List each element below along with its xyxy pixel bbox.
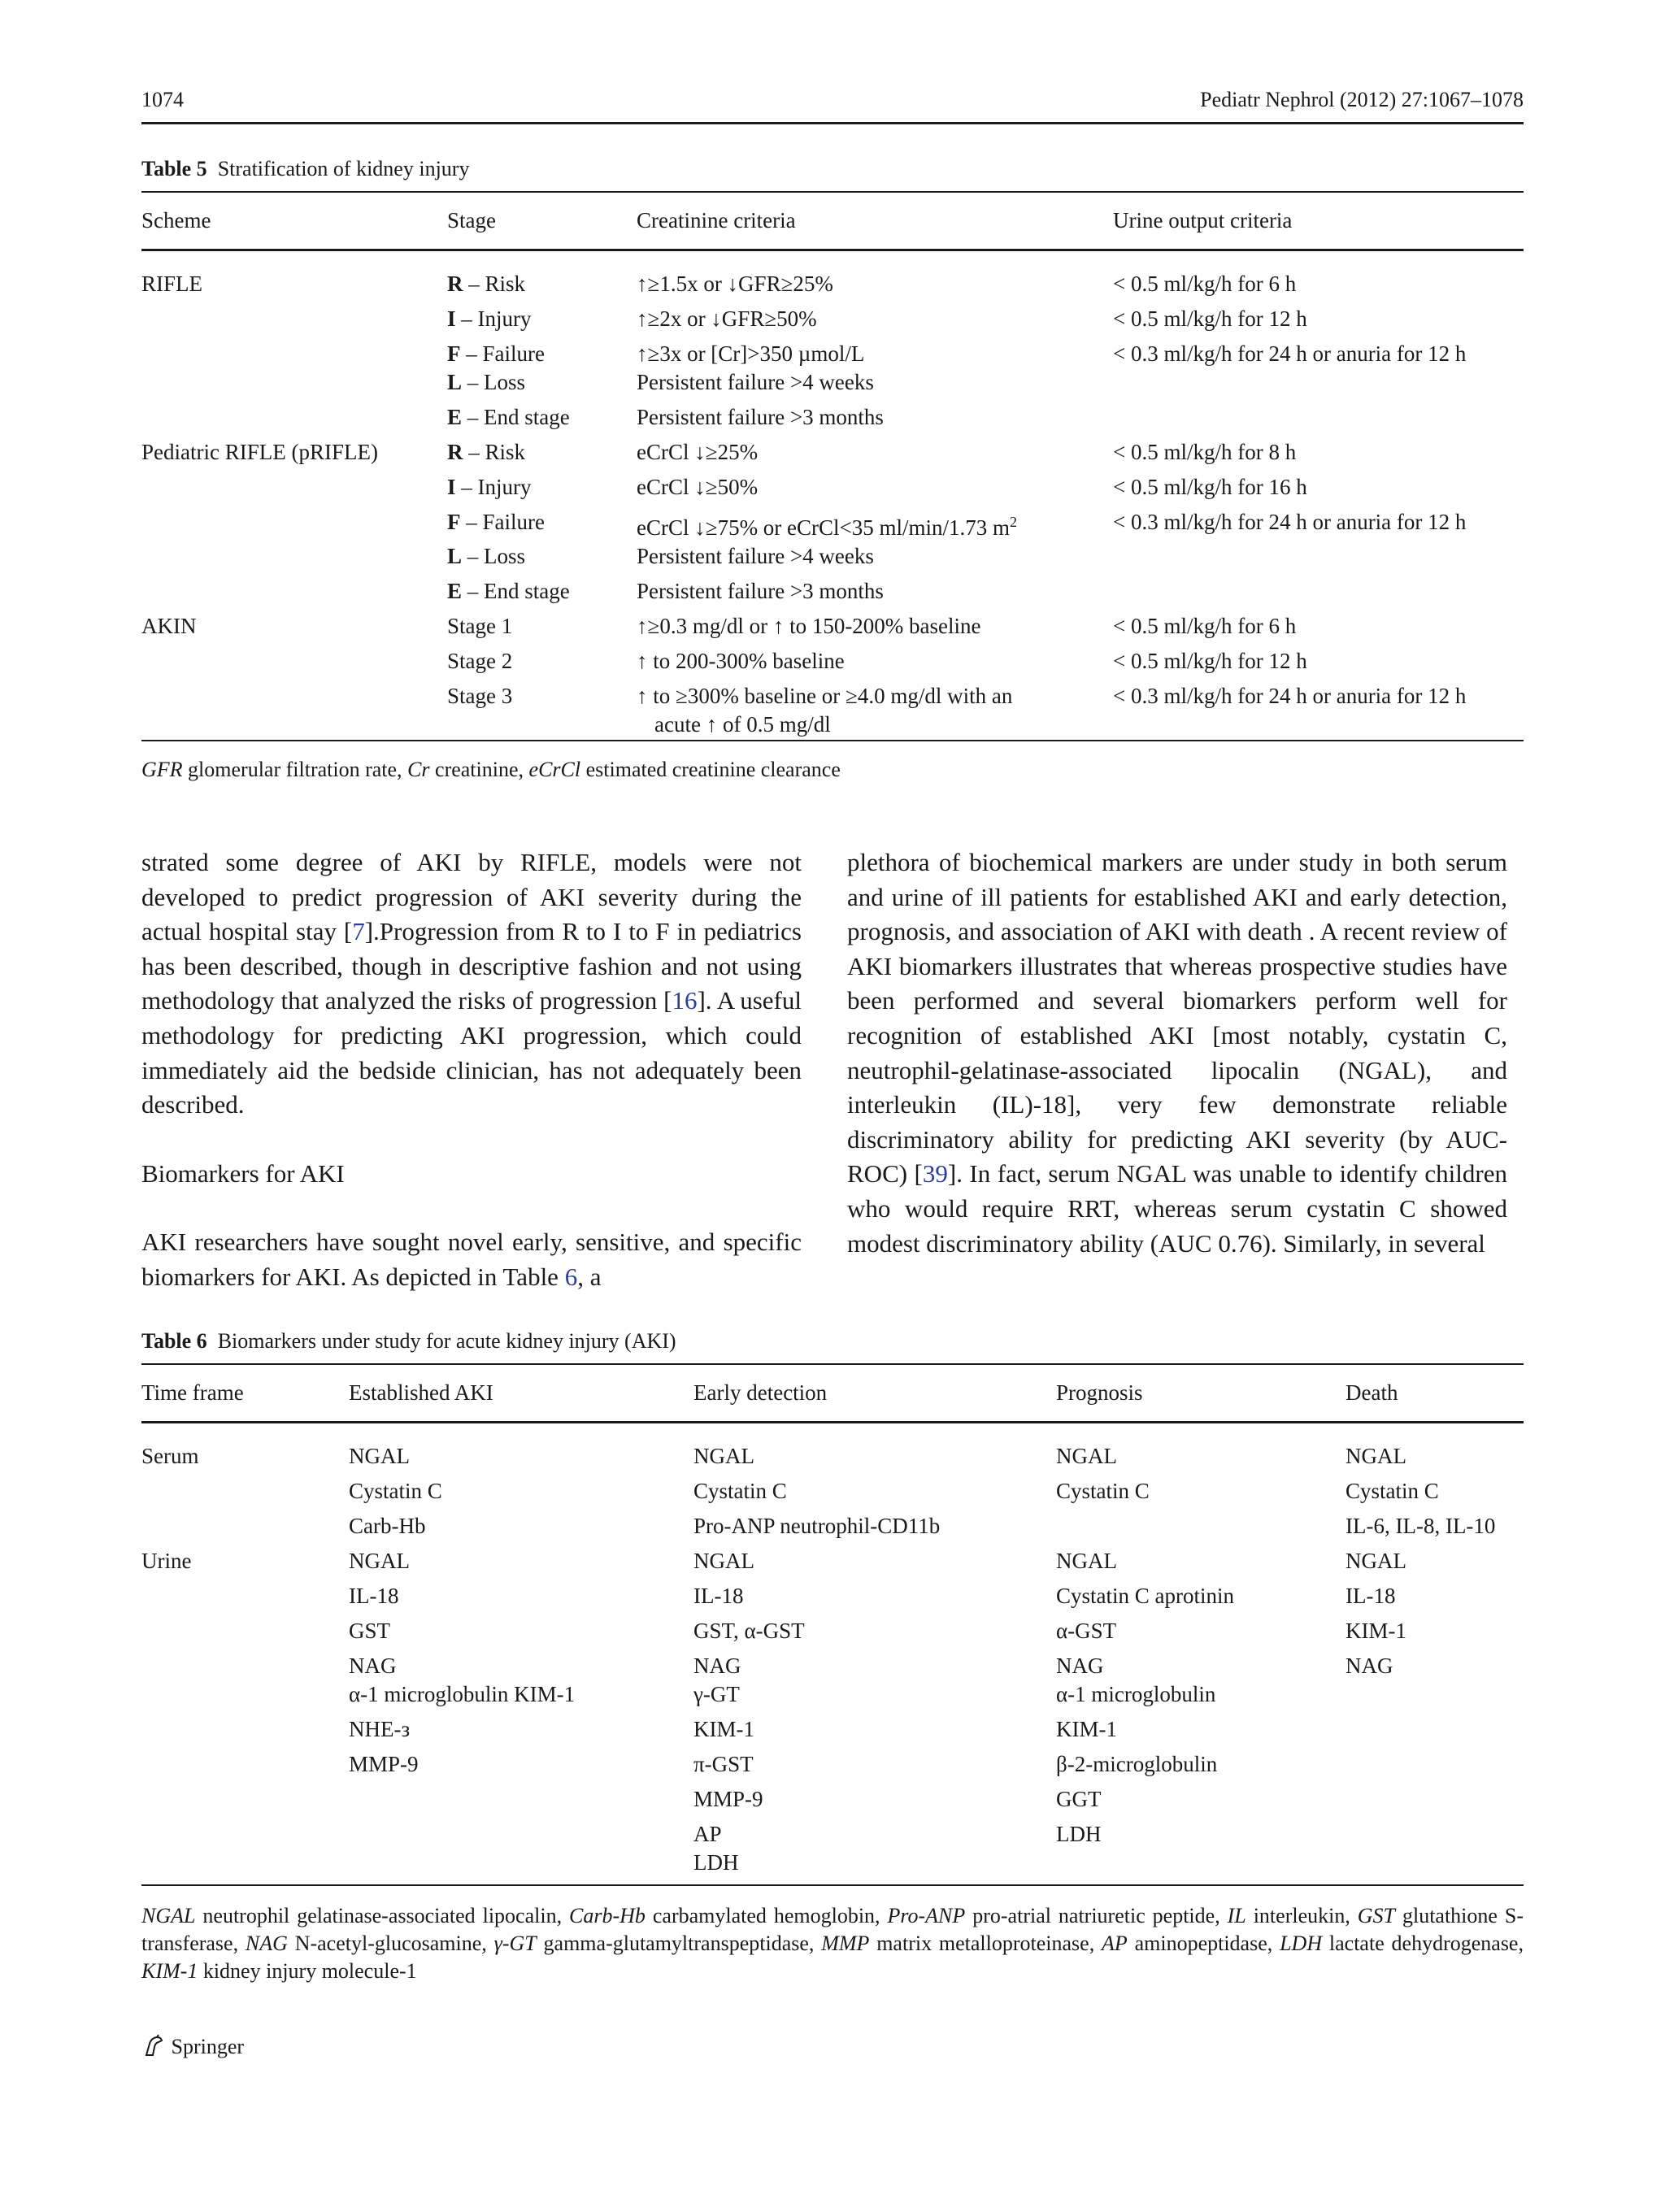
table5-scheme-cell — [141, 368, 447, 403]
table5-creatinine-cell — [637, 403, 1113, 438]
creatinine-text: ↑≥3x or [Cr]>350 µmol/L — [637, 341, 865, 366]
creatinine-text: Persistent failure >3 months — [637, 405, 884, 429]
abbreviation-definition: interleukin, — [1245, 1904, 1358, 1927]
stage-letter: R — [447, 440, 463, 464]
table5-row — [141, 368, 1524, 403]
table5-urine-cell — [1113, 368, 1524, 403]
table6-cell: IL-18 — [349, 1584, 399, 1608]
table5 — [141, 206, 1524, 745]
table6-cell — [141, 1750, 349, 1785]
table6-bottom-rule — [141, 1884, 1524, 1886]
table5-title: Stratification of kidney injury — [217, 157, 470, 180]
stage-text: Stage 1 — [447, 614, 513, 638]
stage-letter: F — [447, 510, 461, 534]
table5-row — [141, 577, 1524, 612]
table6-cell: KIM-1 — [693, 1717, 754, 1741]
table6-title: Biomarkers under study for acute kidney injury (AKI) — [217, 1329, 676, 1353]
table5-stage-cell — [447, 612, 637, 647]
table6-cell: NGAL — [349, 1549, 410, 1573]
superscript: 2 — [1010, 514, 1018, 530]
cell-line: α-1 microglobulin — [1056, 1682, 1216, 1706]
publisher-name: Springer — [171, 2035, 245, 2058]
table5-creatinine-cell — [637, 438, 1113, 473]
table6-cell — [141, 1820, 349, 1884]
abbreviation: AP — [1102, 1932, 1128, 1955]
table6-cell: Carb-Hb — [349, 1514, 426, 1538]
table6-cell: NGAL — [1345, 1549, 1406, 1573]
abbreviation: Cr — [407, 758, 430, 781]
table6-cell: MMP-9 — [349, 1752, 419, 1776]
abbreviation-definition: estimated creatinine clearance — [580, 758, 841, 781]
table6-cell — [693, 1820, 1056, 1884]
table5-stage-cell — [447, 270, 637, 305]
table6-cell — [1056, 1652, 1345, 1715]
abbreviation: LDH — [1280, 1932, 1323, 1955]
page-number: 1074 — [141, 88, 184, 111]
table5-stage-cell — [447, 577, 637, 612]
table5-scheme-cell — [141, 403, 447, 438]
table5-urine-cell: < 0.3 ml/kg/h for 24 h or anuria for 12 h — [1113, 510, 1467, 534]
table6-cell — [141, 1477, 349, 1512]
table6-cell: α-GST — [1056, 1619, 1117, 1643]
cell-line: γ-GT — [693, 1682, 740, 1706]
table6-cell: GST, α-GST — [693, 1619, 805, 1643]
table6-cell: KIM-1 — [1056, 1717, 1117, 1741]
abbreviation: NAG — [245, 1932, 288, 1955]
creatinine-line — [637, 577, 1113, 606]
creatinine-line — [637, 305, 1113, 333]
stage-letter: L — [447, 370, 463, 394]
creatinine-text: eCrCl ↓≥50% — [637, 475, 759, 499]
table6-cell — [693, 1652, 1056, 1715]
abbreviation-definition: N-acetyl-glucosamine, — [287, 1932, 494, 1955]
table6-cell — [141, 1715, 349, 1750]
table5-scheme-cell — [141, 305, 447, 340]
stage-text: – Failure — [460, 341, 545, 366]
table6-col-header: Death — [1345, 1380, 1398, 1405]
journal-citation: Pediatr Nephrol (2012) 27:1067–1078 — [1200, 88, 1524, 111]
table5-creatinine-cell — [637, 577, 1113, 612]
creatinine-line — [637, 270, 1113, 298]
table5-scheme-cell — [141, 473, 447, 508]
abbreviation: Carb-Hb — [569, 1904, 646, 1927]
stage-letter: R — [447, 272, 463, 296]
table6-cell: NAG — [1345, 1654, 1393, 1678]
text-run: plethora of biochemical markers are under study in both serum and urine of ill patients for established AKI and early detection, prognosis, and association of AKI with death . A recent review of AKI biomarkers illustrates that whereas prospective studies have been performed and several biomarkers perform well for recognition of established AKI [most notably, cystatin C, neutrophil-gelatinase-associated lipocalin (NGAL), and interleukin (IL)-18], very few demonstrate reliable discriminatory ability for predicting AKI severity (by AUC-ROC) [ — [847, 848, 1507, 1189]
left-column — [141, 845, 802, 1295]
stage-text: – Injury — [455, 475, 532, 499]
stage-text: – End stage — [462, 579, 570, 603]
abbreviation-definition: gamma-glutamyltranspeptidase, — [536, 1932, 822, 1955]
table6-row — [141, 1547, 1524, 1582]
table6-row — [141, 1617, 1524, 1652]
abbreviation-definition: glomerular filtration rate, — [182, 758, 408, 781]
creatinine-line — [637, 508, 1113, 542]
table5-creatinine-cell — [637, 270, 1113, 305]
table5-row — [141, 542, 1524, 577]
stage-text: – Risk — [463, 440, 526, 464]
table6-row — [141, 1512, 1524, 1547]
table5-creatinine-cell — [637, 305, 1113, 340]
table5-stage-cell — [447, 682, 637, 745]
table6-row — [141, 1442, 1524, 1477]
stage-letter: I — [447, 475, 456, 499]
creatinine-text: ↑≥1.5x or ↓GFR≥25% — [637, 272, 833, 296]
table6-cell: Pro-ANP neutrophil-CD11b — [693, 1514, 941, 1538]
table6-cell: NGAL — [349, 1444, 410, 1468]
creatinine-text: ↑ to 200-300% baseline — [637, 649, 845, 673]
table5-stage-cell — [447, 508, 637, 542]
stage-text: – Loss — [462, 370, 526, 394]
creatinine-text: ↑≥0.3 mg/dl or ↑ to 150-200% baseline — [637, 614, 981, 638]
table5-row — [141, 473, 1524, 508]
stage-text: – End stage — [462, 405, 570, 429]
table6-cell: Cystatin C aprotinin — [1056, 1584, 1234, 1608]
abbreviation: eCrCl — [528, 758, 581, 781]
right-column — [847, 845, 1507, 1261]
cell-line: LDH — [693, 1850, 739, 1875]
table5-urine-cell: < 0.5 ml/kg/h for 6 h — [1113, 614, 1297, 638]
table5-stage-cell — [447, 368, 637, 403]
creatinine-line — [637, 403, 1113, 432]
table6-cell: GGT — [1056, 1787, 1102, 1811]
table5-urine-cell — [1113, 403, 1524, 438]
table6-cell: IL-18 — [693, 1584, 744, 1608]
table5-row — [141, 612, 1524, 647]
table6-cell — [1345, 1750, 1524, 1785]
citation-link[interactable]: 6 — [564, 1262, 578, 1291]
creatinine-line — [637, 647, 1113, 676]
abbreviation-definition: aminopeptidase, — [1127, 1932, 1280, 1955]
stage-text: – Injury — [455, 306, 532, 331]
table6-label: Table 6 — [141, 1329, 207, 1353]
table6-cell: MMP-9 — [693, 1787, 763, 1811]
text-run: ]. In fact, serum NGAL was unable to identify children who would require RRT, whereas serum cystatin C showed modest discriminatory ability (AUC 0.76). Similarly, in several — [847, 1159, 1507, 1258]
table6-row — [141, 1582, 1524, 1617]
paragraph — [141, 845, 802, 1123]
table6-cell — [1056, 1512, 1345, 1547]
table6-cell: Cystatin C — [349, 1479, 442, 1503]
table5-stage-cell — [447, 438, 637, 473]
table5-urine-cell: < 0.5 ml/kg/h for 16 h — [1113, 475, 1307, 499]
abbreviation: IL — [1227, 1904, 1246, 1927]
table6-cell — [141, 1652, 349, 1715]
table5-row — [141, 438, 1524, 473]
table6-cell: Cystatin C — [1056, 1479, 1150, 1503]
cell-line: NAG — [349, 1654, 397, 1678]
creatinine-line — [637, 438, 1113, 467]
table6-cell: IL-6, IL-8, IL-10 — [1345, 1514, 1496, 1538]
creatinine-text: eCrCl ↓≥25% — [637, 440, 759, 464]
creatinine-text: ↑ to ≥300% baseline or ≥4.0 mg/dl with an — [637, 684, 1013, 708]
table6-row — [141, 1715, 1524, 1750]
creatinine-line — [637, 340, 1113, 368]
abbreviation-definition: creatinine, — [429, 758, 529, 781]
table5-scheme-cell — [141, 542, 447, 577]
creatinine-text: Persistent failure >4 weeks — [637, 544, 874, 568]
citation-link[interactable]: 7 — [352, 917, 365, 946]
stage-text: Stage 3 — [447, 684, 513, 708]
table5-urine-cell — [1113, 577, 1524, 612]
creatinine-line: acute ↑ of 0.5 mg/dl — [654, 712, 831, 737]
table5-urine-cell: < 0.3 ml/kg/h for 24 h or anuria for 12 h — [1113, 684, 1467, 708]
stage-letter: E — [447, 405, 463, 429]
abbreviation: GST — [1357, 1904, 1396, 1927]
table6-col-header: Established AKI — [349, 1380, 493, 1405]
abbreviation: MMP — [821, 1932, 870, 1955]
table6-cell: KIM-1 — [1345, 1619, 1406, 1643]
table6-row — [141, 1477, 1524, 1512]
table6-cell: IL-18 — [1345, 1584, 1396, 1608]
paragraph — [847, 845, 1507, 1261]
table6-cell: NGAL — [1056, 1549, 1117, 1573]
text-run: ]. A useful methodology for predicting AKI progression, which could immediately aid the bedside clinician, has not adequately been described. — [141, 986, 802, 1119]
table6-cell: π-GST — [693, 1752, 754, 1776]
abbreviation-definition: carbamylated hemoglobin, — [645, 1904, 888, 1927]
table6-cell — [141, 1617, 349, 1652]
table5-creatinine-cell — [637, 542, 1113, 577]
table5-urine-cell — [1113, 542, 1524, 577]
table5-creatinine-cell — [637, 368, 1113, 403]
table5-urine-cell: < 0.3 ml/kg/h for 24 h or anuria for 12 h — [1113, 341, 1467, 366]
table5-urine-cell: < 0.5 ml/kg/h for 6 h — [1113, 272, 1297, 296]
abbreviation: γ-GT — [493, 1932, 537, 1955]
table5-urine-cell: < 0.5 ml/kg/h for 12 h — [1113, 649, 1307, 673]
table6 — [141, 1379, 1524, 1884]
stage-text: – Failure — [460, 510, 545, 534]
table5-scheme-cell — [141, 340, 447, 368]
text-run: strated some degree of AKI by RIFLE, models were not developed to predict progression of AKI severity during the actual hospital stay [ — [141, 848, 802, 946]
abbreviation-definition: lactate dehydrogenase, — [1322, 1932, 1524, 1955]
abbreviation-definition: neutrophil gelatinase-associated lipocalin, — [195, 1904, 570, 1927]
table5-creatinine-cell — [637, 508, 1113, 542]
creatinine-line — [637, 612, 1113, 641]
table6-col-header: Time frame — [141, 1380, 244, 1405]
table6-cell: Cystatin C — [693, 1479, 787, 1503]
citation-link[interactable]: 39 — [922, 1159, 948, 1189]
stage-letter: E — [447, 579, 463, 603]
table5-stage-cell — [447, 542, 637, 577]
paragraph — [141, 1225, 802, 1294]
table6-cell — [141, 1785, 349, 1820]
abbreviation: Pro-ANP — [887, 1904, 966, 1927]
creatinine-text: Persistent failure >4 weeks — [637, 370, 874, 394]
table6-cell — [141, 1512, 349, 1547]
table5-col-header: Creatinine criteria — [637, 208, 796, 232]
table5-creatinine-cell — [637, 647, 1113, 682]
creatinine-line — [637, 473, 1113, 502]
stage-text: – Loss — [462, 544, 526, 568]
table5-creatinine-cell — [637, 612, 1113, 647]
section-heading: Biomarkers for AKI — [141, 1158, 345, 1188]
table6-cell: NGAL — [1345, 1444, 1406, 1468]
table6-cell: Urine — [141, 1549, 192, 1573]
table5-stage-cell — [447, 403, 637, 438]
table5-creatinine-cell — [637, 340, 1113, 368]
table5-row — [141, 682, 1524, 745]
creatinine-text: Persistent failure >3 months — [637, 579, 884, 603]
table6-col-header: Early detection — [693, 1380, 828, 1405]
table6-cell: NGAL — [693, 1549, 754, 1573]
table5-urine-cell: < 0.5 ml/kg/h for 8 h — [1113, 440, 1297, 464]
table5-top-rule — [141, 191, 1524, 193]
citation-link[interactable]: 16 — [672, 986, 698, 1015]
springer-horse-icon — [141, 2034, 166, 2058]
table5-col-header: Scheme — [141, 208, 211, 232]
table6-cell: NHE-з — [349, 1717, 411, 1741]
cell-line: NAG — [693, 1654, 741, 1678]
text-run: ].Progression from R to I to F in pediatrics has been described, though in descriptive fashion and not using methodology that analyzed the risks of progression [ — [141, 917, 802, 1015]
stage-text: – Risk — [463, 272, 526, 296]
table5-caption — [141, 157, 469, 181]
table5-row — [141, 647, 1524, 682]
table5-col-header: Stage — [447, 208, 496, 232]
table6-header-row — [141, 1379, 1524, 1442]
table5-scheme-cell: Pediatric RIFLE (pRIFLE) — [141, 440, 378, 464]
header-rule — [141, 122, 1524, 124]
creatinine-text: ↑≥2x or ↓GFR≥50% — [637, 306, 817, 331]
table6-caption — [141, 1329, 676, 1354]
table6-cell — [1345, 1785, 1524, 1820]
table5-row — [141, 508, 1524, 542]
table6-top-rule — [141, 1363, 1524, 1365]
table5-label: Table 5 — [141, 157, 207, 180]
table5-row — [141, 403, 1524, 438]
table5-scheme-cell — [141, 508, 447, 542]
table6-row — [141, 1785, 1524, 1820]
table6-row — [141, 1652, 1524, 1715]
abbreviation-definition: glutathione S-transferase, — [141, 1904, 1524, 1955]
table6-col-header: Prognosis — [1056, 1380, 1143, 1405]
cell-line: α-1 microglobulin KIM-1 — [349, 1682, 576, 1706]
table5-row — [141, 305, 1524, 340]
table6-cell — [1345, 1715, 1524, 1750]
abbreviation-definition: pro-atrial natriuretic peptide, — [965, 1904, 1228, 1927]
table5-stage-cell — [447, 473, 637, 508]
creatinine-line — [637, 682, 1113, 711]
text-run: AKI researchers have sought novel early, sensitive, and specific biomarkers for AKI. As depicted in Table — [141, 1228, 802, 1291]
table5-footnote — [141, 756, 841, 784]
table6-cell: GST — [349, 1619, 391, 1643]
stage-letter: I — [447, 306, 456, 331]
abbreviation-definition: matrix metalloproteinase, — [869, 1932, 1102, 1955]
table6-cell — [349, 1652, 693, 1715]
table5-header-row — [141, 206, 1524, 270]
creatinine-text: eCrCl ↓≥75% or eCrCl<35 ml/min/1.73 m — [637, 515, 1011, 540]
table5-col-header: Urine output criteria — [1113, 208, 1293, 232]
table6-row — [141, 1750, 1524, 1785]
table5-creatinine-cell — [637, 473, 1113, 508]
cell-line: AP — [693, 1822, 722, 1846]
table5-stage-cell — [447, 647, 637, 682]
text-run: , a — [577, 1262, 602, 1291]
table6-cell: Cystatin C — [1345, 1479, 1439, 1503]
table5-urine-cell: < 0.5 ml/kg/h for 12 h — [1113, 306, 1307, 331]
table6-cell: Serum — [141, 1444, 199, 1468]
abbreviation: KIM-1 — [141, 1959, 198, 1983]
abbreviation-definition: kidney injury molecule-1 — [198, 1959, 417, 1983]
table6-cell: NGAL — [693, 1444, 754, 1468]
table6-row — [141, 1820, 1524, 1884]
abbreviation: NGAL — [141, 1904, 196, 1927]
table5-scheme-cell — [141, 647, 447, 682]
table6-cell — [349, 1785, 693, 1820]
table5-scheme-cell — [141, 682, 447, 745]
table6-cell — [1345, 1820, 1524, 1884]
table5-stage-cell — [447, 340, 637, 368]
creatinine-line — [637, 368, 1113, 397]
table5-row — [141, 270, 1524, 305]
table5-scheme-cell: RIFLE — [141, 272, 203, 296]
table5-creatinine-cell — [637, 682, 1113, 745]
table6-cell: β-2-microglobulin — [1056, 1752, 1218, 1776]
publisher-logo — [141, 2034, 244, 2059]
table6-footnote — [141, 1902, 1524, 1985]
cell-line: NAG — [1056, 1654, 1104, 1678]
table5-stage-cell — [447, 305, 637, 340]
stage-text: Stage 2 — [447, 649, 513, 673]
table6-cell — [349, 1820, 693, 1884]
stage-letter: L — [447, 544, 463, 568]
table6-cell: NGAL — [1056, 1444, 1117, 1468]
stage-letter: F — [447, 341, 461, 366]
table6-cell — [141, 1582, 349, 1617]
table5-scheme-cell — [141, 577, 447, 612]
table6-cell: LDH — [1056, 1822, 1102, 1846]
creatinine-line — [637, 542, 1113, 571]
table5-scheme-cell: AKIN — [141, 614, 197, 638]
table5-row — [141, 340, 1524, 368]
abbreviation: GFR — [141, 758, 183, 781]
